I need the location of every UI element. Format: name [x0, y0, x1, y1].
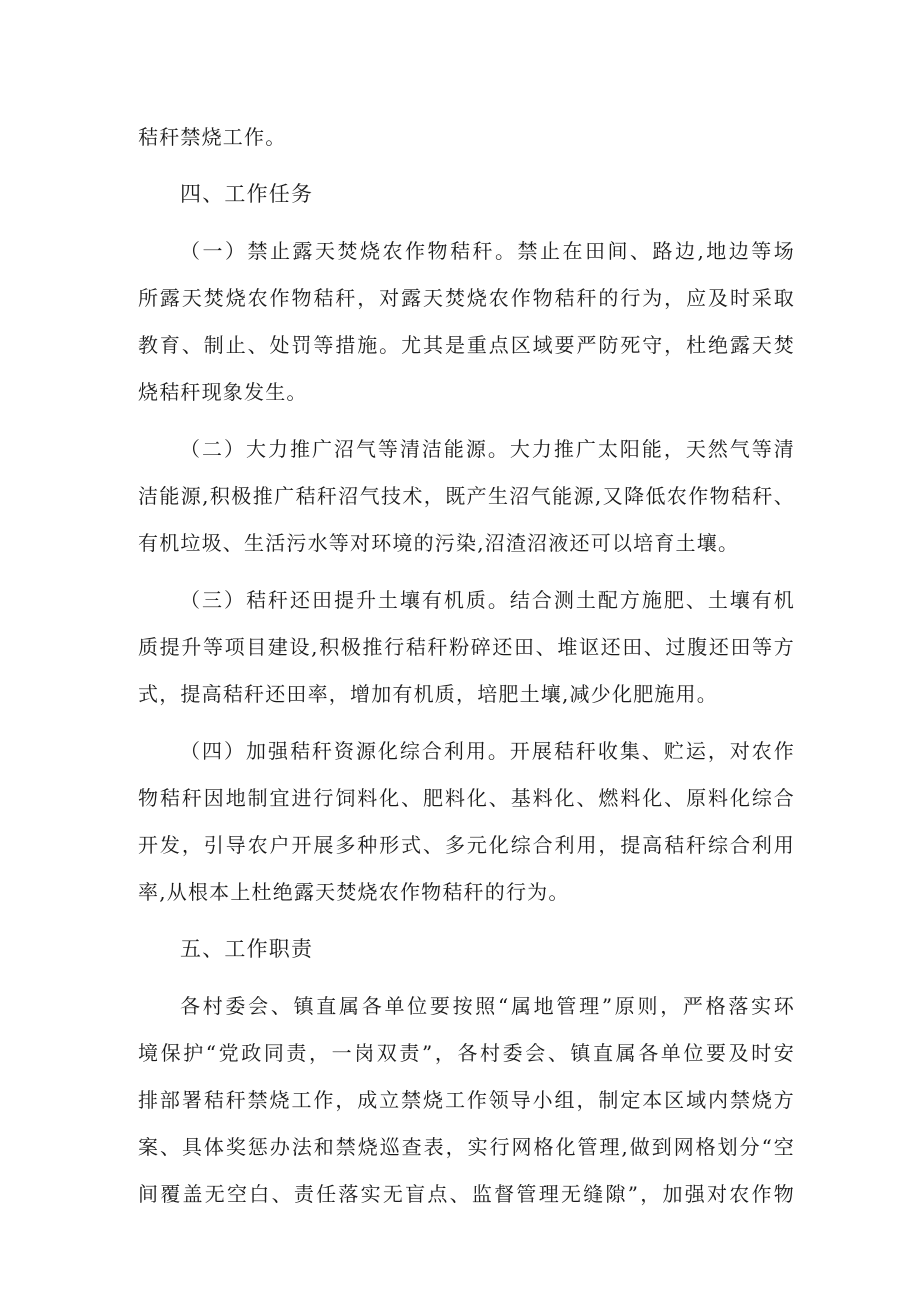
text-line: 秸秆禁烧工作。	[138, 125, 287, 149]
section-heading: 四、工作任务	[180, 182, 314, 206]
text-line: 开发，引导农户开展多种形式、多元化综合利用，提高秸秆综合利用	[138, 833, 795, 857]
text-line: 境保护“党政同责，一岗双责”，各村委会、镇直属各单位要及时安	[138, 1041, 795, 1065]
text-line: 烧秸秆现象发生。	[138, 380, 308, 404]
text-line: 式，提高秸秆还田率，增加有机质，培肥土壤,减少化肥施用。	[138, 682, 718, 706]
text-line: （一）禁止露天焚烧农作物秸秆。禁止在田间、路边,地边等场	[180, 239, 795, 263]
text-line: 案、具体奖惩办法和禁烧巡查表，实行网格化管理,做到网格划分“空	[138, 1135, 795, 1159]
text-line: 物秸秆因地制宜进行饲料化、肥料化、基料化、燃料化、原料化综合	[138, 786, 795, 810]
text-line: 有机垃圾、生活污水等对环境的污染,沼渣沼液还可以培育土壤。	[138, 531, 740, 555]
text-line: 间覆盖无空白、责任落实无盲点、监督管理无缝隙”，加强对农作物	[138, 1182, 795, 1206]
text-line: 洁能源,积极推广秸秆沼气技术，既产生沼气能源,又降低农作物秸秆、	[138, 484, 795, 508]
text-line: 质提升等项目建设,积极推行秸秆粉碎还田、堆讴还田、过腹还田等方	[138, 635, 795, 659]
text-line: 排部署秸秆禁烧工作，成立禁烧工作领导小组，制定本区域内禁烧方	[138, 1088, 795, 1112]
text-line: （二）大力推广沼气等清洁能源。大力推广太阳能，天然气等清	[180, 437, 795, 461]
text-line: （四）加强秸秆资源化综合利用。开展秸秆收集、贮运，对农作	[180, 739, 795, 763]
text-line: 教育、制止、处罚等措施。尤其是重点区域要严防死守，杜绝露天焚	[138, 333, 795, 357]
section-heading: 五、工作职责	[180, 937, 314, 961]
text-line: 所露天焚烧农作物秸秆，对露天焚烧农作物秸秆的行为，应及时采取	[138, 286, 795, 310]
text-line: 率,从根本上杜绝露天焚烧农作物秸秆的行为。	[138, 880, 570, 904]
text-line: 各村委会、镇直属各单位要按照“属地管理”原则，严格落实环	[180, 994, 795, 1018]
document-body	[138, 114, 795, 1218]
text-line: （三）秸秆还田提升土壤有机质。结合测土配方施肥、土壤有机	[180, 588, 795, 612]
